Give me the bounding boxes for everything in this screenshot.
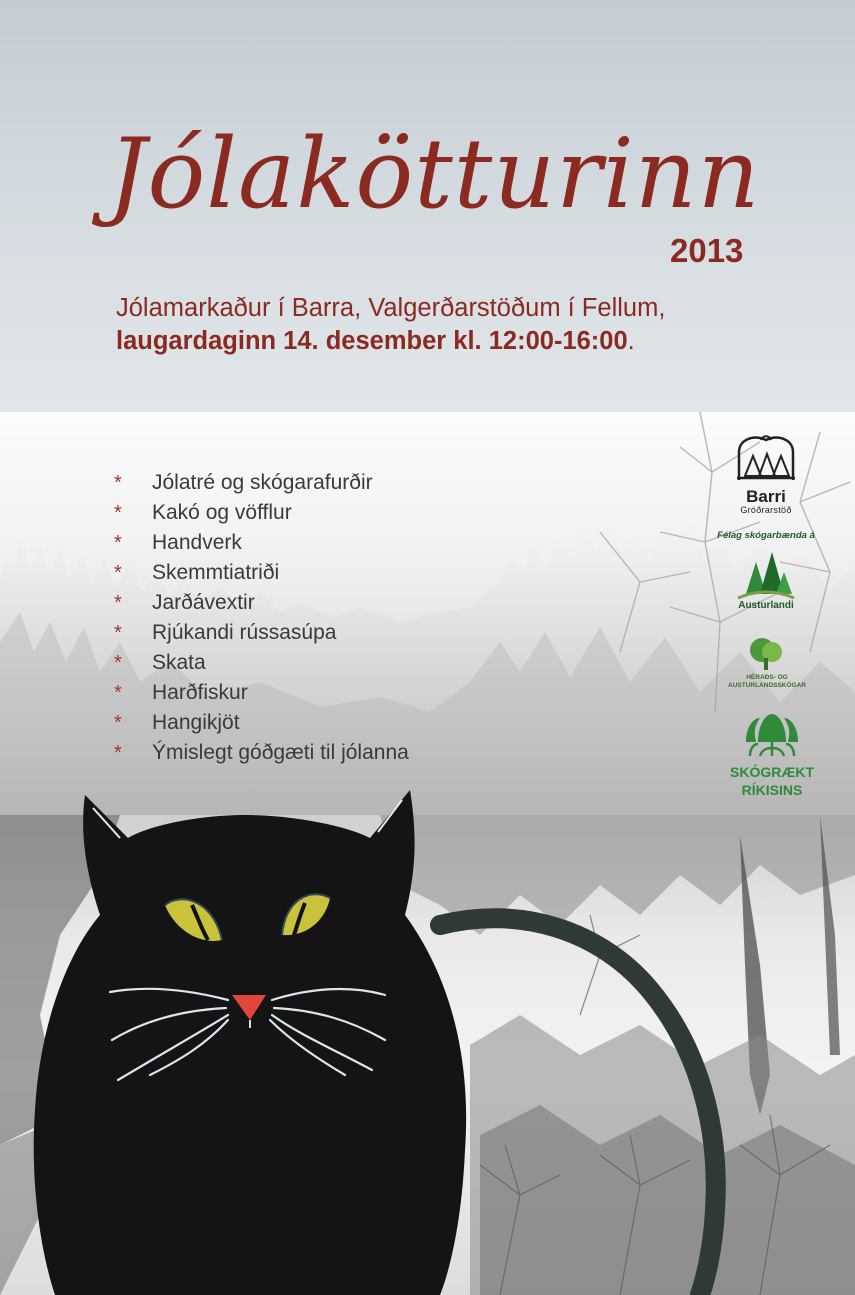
cat-tail <box>440 918 716 1295</box>
felag-logo-top-text: Félag skógarbænda á <box>717 530 815 541</box>
bullet-star: * <box>114 651 122 674</box>
bullet-star: * <box>114 561 122 584</box>
list-item <box>114 528 409 558</box>
felag-trees-icon <box>736 544 796 602</box>
list-item <box>114 468 409 498</box>
list-item <box>114 558 409 588</box>
felag-skogarbaenda-logo <box>716 530 816 616</box>
herads-austurlandsskogar-logo <box>722 636 812 690</box>
list-item <box>114 498 409 528</box>
herads-logo-line1: HÉRAÐS- OG <box>746 674 788 681</box>
list-item <box>114 708 409 738</box>
skograekt-trees-icon <box>740 712 804 758</box>
event-datetime <box>116 327 635 356</box>
list-item-label: Hangikjöt <box>152 711 240 734</box>
bullet-star: * <box>114 621 122 644</box>
herads-tree-icon <box>742 636 792 670</box>
bullet-star: * <box>114 501 122 524</box>
barri-logo <box>726 432 806 515</box>
list-item-label: Skata <box>152 651 206 674</box>
list-item <box>114 738 409 768</box>
skograekt-logo-line2: RÍKISINS <box>741 782 803 798</box>
list-item-label: Harðfiskur <box>152 681 248 704</box>
poster-title: Jólakötturinn <box>108 118 761 230</box>
bullet-star: * <box>114 531 122 554</box>
event-datetime-period: . <box>627 327 635 355</box>
event-location: Jólamarkaður í Barra, Valgerðarstöðum í Fellum, <box>116 294 666 322</box>
list-item-label: Skemmtiatriði <box>152 561 280 584</box>
cat-body <box>34 790 466 1295</box>
bullet-star: * <box>114 471 122 494</box>
list-item-label: Jarðávextir <box>152 591 255 614</box>
poster-year: 2013 <box>670 232 744 269</box>
list-item <box>114 618 409 648</box>
bullet-star: * <box>114 591 122 614</box>
list-item <box>114 648 409 678</box>
skograekt-logo-line1: SKÓGRÆKT <box>730 764 814 780</box>
list-item-label: Jólatré og skógarafurðir <box>152 471 373 494</box>
list-item-label: Rjúkandi rússasúpa <box>152 621 337 644</box>
list-item-label: Ýmislegt góðgæti til jólanna <box>152 741 409 764</box>
bullet-star: * <box>114 681 122 704</box>
list-item-label: Handverk <box>152 531 242 554</box>
list-item <box>114 588 409 618</box>
list-item <box>114 678 409 708</box>
barri-logo-name: Barri <box>746 487 786 506</box>
list-item-label: Kakó og vöfflur <box>152 501 292 524</box>
market-items-list <box>114 468 409 768</box>
bullet-star: * <box>114 741 122 764</box>
event-datetime-text: laugardaginn 14. desember kl. 12:00-16:00 <box>116 327 628 355</box>
barri-logo-subtitle: Gróðrarstöð <box>740 505 792 515</box>
barri-trees-icon <box>731 432 801 482</box>
skograekt-rikisins-logo <box>722 712 822 798</box>
bullet-star: * <box>114 711 122 734</box>
herads-logo-line2: AUSTURLANDSSKÓGAR <box>728 682 806 689</box>
felag-logo-bottom-text: Austurlandi <box>738 600 794 611</box>
